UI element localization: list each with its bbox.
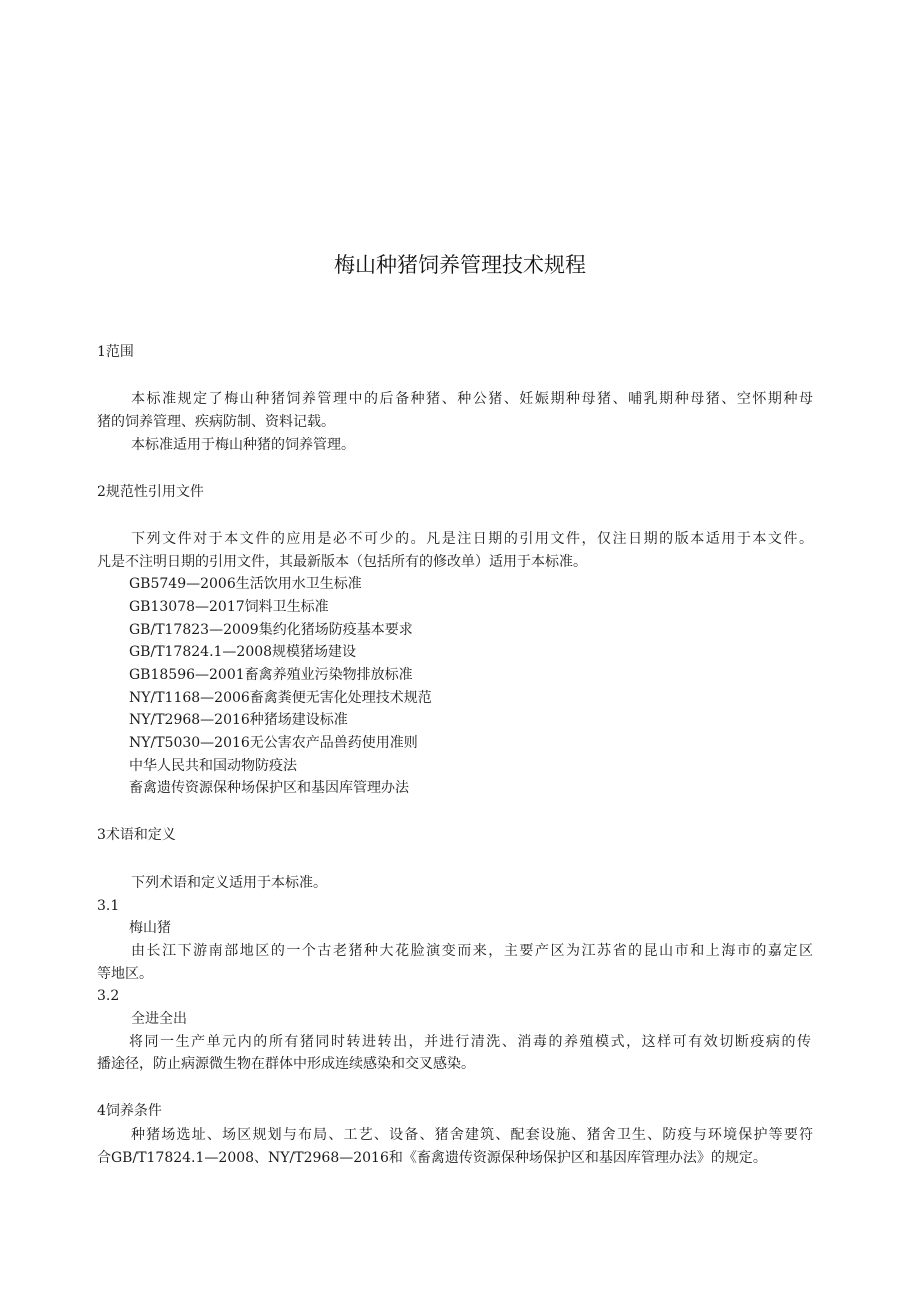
reference-item: GB/T17823—2009集约化猪场防疫基本要求 [129,622,413,638]
reference-item: GB18596—2001畜禽养殖业污染物排放标准 [129,667,413,683]
reference-item: 畜禽遗传资源保种场保护区和基因库管理办法 [129,780,409,796]
section-2-paragraph-line-1: 下列文件对于本文件的应用是必不可少的。凡是注日期的引用文件，仅注日期的版本适用于本文件。 [131,531,813,547]
term-2-number: 3.2 [97,988,120,1004]
term-2-name: 全进全出 [131,1011,187,1027]
section-3-heading: 3术语和定义 [97,827,176,843]
term-1-definition-line-2: 等地区。 [97,966,153,982]
term-1-number: 3.1 [97,898,120,914]
reference-item: NY/T5030—2016无公害农产品兽药使用准则 [129,735,418,751]
reference-item: NY/T2968—2016种猪场建设标准 [129,712,348,728]
reference-item: NY/T1168—2006畜禽粪便无害化处理技术规范 [129,690,432,706]
section-4-paragraph-line-1: 种猪场选址、场区规划与布局、工艺、设备、猪舍建筑、配套设施、猪舍卫生、防疫与环境保护等要符 [131,1127,813,1143]
section-1-paragraph-2: 本标准适用于梅山种猪的饲养管理。 [131,437,355,453]
section-1-paragraph-1-line-2: 猪的饲养管理、疾病防制、资料记载。 [97,414,335,430]
reference-item: 中华人民共和国动物防疫法 [129,758,297,774]
section-4-paragraph-line-2: 合GB/T17824.1—2008、NY/T2968—2016和《畜禽遗传资源保种场保护区和基因库管理办法》的规定。 [97,1150,767,1166]
section-3-intro: 下列术语和定义适用于本标准。 [131,875,327,891]
section-2-heading: 2规范性引用文件 [97,484,204,500]
section-1-heading: 1范围 [97,344,134,360]
term-1-definition-line-1: 由长江下游南部地区的一个古老猪种大花脸演变而来，主要产区为江苏省的昆山市和上海市的嘉定区 [131,943,813,959]
reference-item: GB5749—2006生活饮用水卫生标准 [129,576,362,592]
term-2-definition-line-2: 播途径，防止病源微生物在群体中形成连续感染和交叉感染。 [97,1056,475,1072]
term-1-name: 梅山猪 [129,920,171,936]
reference-item: GB/T17824.1—2008规模猪场建设 [129,644,357,660]
section-1-paragraph-1-line-1: 本标准规定了梅山种猪饲养管理中的后备种猪、种公猪、妊娠期种母猪、哺乳期种母猪、空怀期种母 [131,391,813,407]
reference-item: GB13078—2017饲料卫生标准 [129,599,329,615]
document-title: 梅山种猪饲养管理技术规程 [334,253,586,277]
section-2-paragraph-line-2: 凡是不注明日期的引用文件，其最新版本（包括所有的修改单）适用于本标准。 [97,554,587,570]
section-4-heading: 4饲养条件 [97,1103,162,1119]
term-2-definition-line-1: 将同一生产单元内的所有猪同时转进转出，并进行清洗、消毒的养殖模式，这样可有效切断疫病的传 [129,1034,811,1050]
